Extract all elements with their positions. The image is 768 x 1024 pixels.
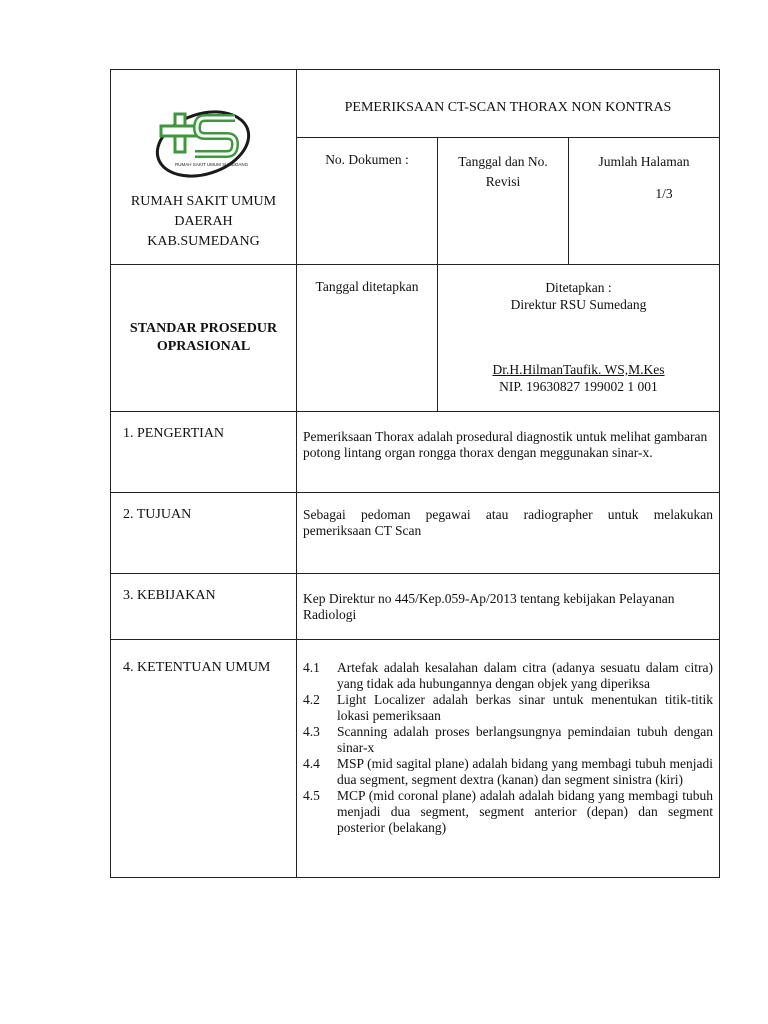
- hospital-name: RUMAH SAKIT UMUM DAERAH KAB.SUMEDANG: [130, 194, 277, 249]
- jumlah-halaman-cell: Jumlah Halaman 1/3: [569, 138, 720, 265]
- signer-nip: NIP. 19630827 199002 1 001: [499, 379, 658, 394]
- section-label: 4. KETENTUAN UMUM: [111, 640, 297, 878]
- section-text: Pemeriksaan Thorax adalah prosedural diagnostik untuk melihat gambaran potong lintang organ rongga thorax dengan meggunakan sinar-x.: [297, 412, 720, 493]
- section-text: Sebagai pedoman pegawai atau radiographer untuk melakukan pemeriksaan CT Scan: [297, 493, 720, 574]
- list-item: 4.2 Light Localizer adalah berkas sinar untuk menentukan titik-titik lokasi pemeriksaan: [303, 692, 713, 723]
- tanggal-ditetapkan-cell: Tanggal ditetapkan: [297, 265, 438, 412]
- no-dokumen-cell: No. Dokumen :: [297, 138, 438, 265]
- ditetapkan-cell: Ditetapkan : Direktur RSU Sumedang Dr.H.HilmanTaufik. WS,M.Kes NIP. 19630827 199002 1 001: [438, 265, 720, 412]
- list-item: 4.1 Artefak adalah kesalahan dalam citra (adanya sesuatu dalam citra) yang tidak ada hubungannya dengan objek yang diperiksa: [303, 660, 713, 691]
- hospital-logo: [153, 102, 253, 182]
- svg-text:RUMAH SAKIT UMUM SUMEDANG: RUMAH SAKIT UMUM SUMEDANG: [175, 162, 249, 167]
- hospital-cell: [111, 70, 297, 265]
- signer-name: Dr.H.HilmanTaufik. WS,M.Kes: [492, 362, 665, 377]
- list-item: 4.3 Scanning adalah proses berlangsungnya pemindaian tubuh dengan sinar-x: [303, 724, 713, 755]
- section-label: 1. PENGERTIAN: [111, 412, 297, 493]
- section-label: 2. TUJUAN: [111, 493, 297, 574]
- document-title: PEMERIKSAAN CT-SCAN THORAX NON KONTRAS: [297, 70, 720, 138]
- tanggal-revisi-cell: Tanggal dan No. Revisi: [438, 138, 569, 265]
- sop-document: [110, 69, 719, 878]
- sop-label-cell: STANDAR PROSEDUR OPRASIONAL: [111, 265, 297, 412]
- list-item: 4.4 MSP (mid sagital plane) adalah bidang yang membagi tubuh menjadi dua segment, segment dextra (kanan) dan segment sinistra (kiri): [303, 756, 713, 787]
- list-item: 4.5 MCP (mid coronal plane) adalah adalah bidang yang membagi tubuh menjadi dua segment, segment anterior (depan) dan segment posterior (belakang): [303, 788, 713, 835]
- section-label: 3. KEBIJAKAN: [111, 574, 297, 640]
- section-list: [297, 640, 720, 878]
- section-text: Kep Direktur no 445/Kep.059-Ap/2013 tentang kebijakan Pelayanan Radiologi: [297, 574, 720, 640]
